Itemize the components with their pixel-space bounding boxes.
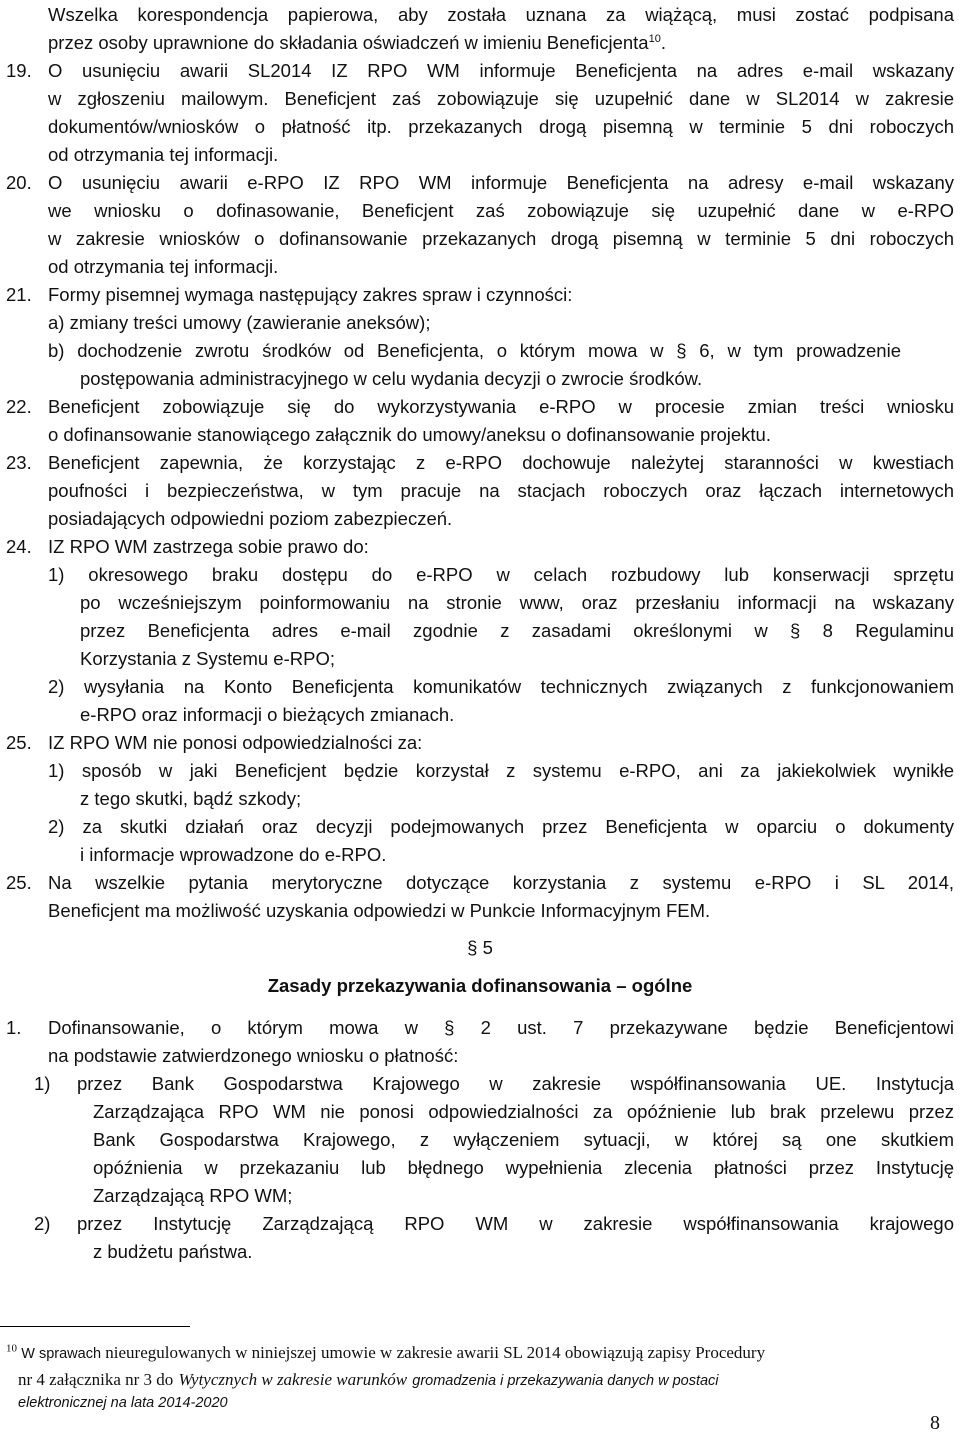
item-number: 24. xyxy=(6,536,32,557)
paragraph-line: Beneficjent zobowiązuje się do wykorzystywania e-RPO w procesie zmian treści wniosku xyxy=(48,396,954,417)
paragraph-line: o dofinansowanie stanowiącego załącznik do umowy/aneksu o dofinansowanie projektu. xyxy=(48,424,771,445)
paragraph-line: Beneficjent zapewnia, że korzystając z e-RPO dochowuje należytej staranności w kwestiach xyxy=(48,452,954,473)
list-item-cont: z tego skutki, bądź szkody; xyxy=(80,788,302,809)
item-number: 19. xyxy=(6,60,32,81)
list-item-cont: po wcześniejszym poinformowaniu na stronie www, oraz przesłaniu informacji na wskazany xyxy=(80,592,954,613)
section-number: § 5 xyxy=(467,937,493,958)
footnote-mark: 10 xyxy=(6,1342,17,1355)
list-item: przez Bank Gospodarstwa Krajowego w zakresie współfinansowania UE. Instytucja xyxy=(77,1073,954,1094)
paragraph-line: w zakresie wniosków o dofinansowanie przekazanych drogą pisemną w terminie 5 dni roboczych xyxy=(48,228,954,249)
item-number: 23. xyxy=(6,452,32,473)
paragraph-line: IZ RPO WM zastrzega sobie prawo do: xyxy=(48,536,369,557)
list-item-cont: przez Beneficjenta adres e-mail zgodnie z zasadami określonymi w § 8 Regulaminu xyxy=(80,620,954,641)
item-number: 25. xyxy=(6,732,32,753)
list-item: 2) za skutki działań oraz decyzji podejmowanych przez Beneficjenta w oparciu o dokumenty xyxy=(48,816,954,837)
list-item-cont: opóźnienia w przekazaniu lub błędnego wypełnienia zlecenia płatności przez Instytucję xyxy=(93,1157,954,1178)
list-item: a) zmiany treści umowy (zawieranie aneksów); xyxy=(48,312,431,333)
footnote-separator xyxy=(0,1326,190,1327)
paragraph-line: od otrzymania tej informacji. xyxy=(48,256,279,277)
item-number: 1) xyxy=(34,1073,51,1094)
list-item-cont: z budżetu państwa. xyxy=(93,1241,253,1262)
paragraph-line: Dofinansowanie, o którym mowa w § 2 ust. 7 przekazywane będzie Beneficjentowi xyxy=(48,1017,954,1038)
footnote-line: $^{10}$ W sprawach nieuregulowanych w niniejszej umowie w zakresie awarii SL 2014 obowiązują zapisy Procedury xyxy=(6,1342,766,1362)
item-number: 25. xyxy=(6,872,32,893)
paragraph-line: od otrzymania tej informacji. xyxy=(48,144,279,165)
section-title: Zasady przekazywania dofinansowania – ogólne xyxy=(267,975,693,996)
item-number: 1. xyxy=(6,1017,22,1038)
paragraph-line: IZ RPO WM nie ponosi odpowiedzialności za: xyxy=(48,732,423,753)
footnote-line: nr 4 załącznika nr 3 do Wytycznych w zakresie warunków gromadzenia i przekazywania danych w postaci xyxy=(18,1370,719,1389)
list-item: 2) wysyłania na Konto Beneficjenta komunikatów technicznych związanych z funkcjonowaniem xyxy=(48,676,954,697)
paragraph-line: Formy pisemnej wymaga następujący zakres spraw i czynności: xyxy=(48,284,573,305)
list-item: 1) okresowego braku dostępu do e-RPO w celach rozbudowy lub konserwacji sprzętu xyxy=(48,564,954,585)
page-number: 8 xyxy=(930,1412,940,1434)
item-number: 21. xyxy=(6,284,32,305)
list-item-cont: Bank Gospodarstwa Krajowego, z wyłączeniem sytuacji, w której są one skutkiem xyxy=(93,1129,954,1150)
paragraph-line: przez osoby uprawnione do składania oświadczeń w imieniu Beneficjenta$^{10}$. xyxy=(48,32,666,53)
paragraph-line: dokumentów/wniosków o płatność itp. przekazanych drogą pisemną w terminie 5 dni roboczych xyxy=(48,116,954,137)
list-item: b) dochodzenie zwrotu środków od Beneficjenta, o którym mowa w § 6, w tym prowadzenie xyxy=(48,340,901,361)
item-number: 22. xyxy=(6,396,32,417)
paragraph-line: we wniosku o dofinasowanie, Beneficjent zaś zobowiązuje się uzupełnić dane w e-RPO xyxy=(48,200,954,221)
paragraph-line: w zgłoszeniu mailowym. Beneficjent zaś zobowiązuje się uzupełnić dane w SL2014 w zakresie xyxy=(48,88,954,109)
paragraph-line: na podstawie zatwierdzonego wniosku o płatność: xyxy=(48,1045,459,1066)
paragraph-line: Na wszelkie pytania merytoryczne dotyczące korzystania z systemu e-RPO i SL 2014, xyxy=(48,872,954,893)
list-item: przez Instytucję Zarządzającą RPO WM w zakresie współfinansowania krajowego xyxy=(77,1213,954,1234)
list-item-cont: e-RPO oraz informacji o bieżących zmianach. xyxy=(80,704,455,725)
item-number: 20. xyxy=(6,172,32,193)
paragraph-line: Wszelka korespondencja papierowa, aby została uznana za wiążącą, musi zostać podpisana xyxy=(48,4,954,25)
footnote-line: elektronicznej na lata 2014-2020 xyxy=(18,1395,228,1411)
paragraph-line: poufności i bezpieczeństwa, w tym pracuje na stacjach roboczych oraz łączach internetowych xyxy=(48,480,954,501)
list-item-cont: Zarządzająca RPO WM nie ponosi odpowiedzialności za opóźnienie lub brak przelewu przez xyxy=(93,1101,954,1122)
item-number: 2) xyxy=(34,1213,51,1234)
paragraph-line: O usunięciu awarii e-RPO IZ RPO WM informuje Beneficjenta na adresy e-mail wskazany xyxy=(48,172,954,193)
list-item-cont: i informacje wprowadzone do e-RPO. xyxy=(80,844,387,865)
list-item-cont: Korzystania z Systemu e-RPO; xyxy=(80,648,335,669)
list-item: 1) sposób w jaki Beneficjent będzie korzystał z systemu e-RPO, ani za jakiekolwiek wynikłe xyxy=(48,760,954,781)
list-item-cont: postępowania administracyjnego w celu wydania decyzji o zwrocie środków. xyxy=(80,368,703,389)
list-item-cont: Zarządzającą RPO WM; xyxy=(93,1185,293,1206)
paragraph-line: Beneficjent ma możliwość uzyskania odpowiedzi w Punkcie Informacyjnym FEM. xyxy=(48,900,711,921)
paragraph-line: O usunięciu awarii SL2014 IZ RPO WM informuje Beneficjenta na adres e-mail wskazany xyxy=(48,60,954,81)
paragraph-line: posiadających odpowiedni poziom zabezpieczeń. xyxy=(48,508,453,529)
footnote-ref: 10 xyxy=(648,32,661,45)
